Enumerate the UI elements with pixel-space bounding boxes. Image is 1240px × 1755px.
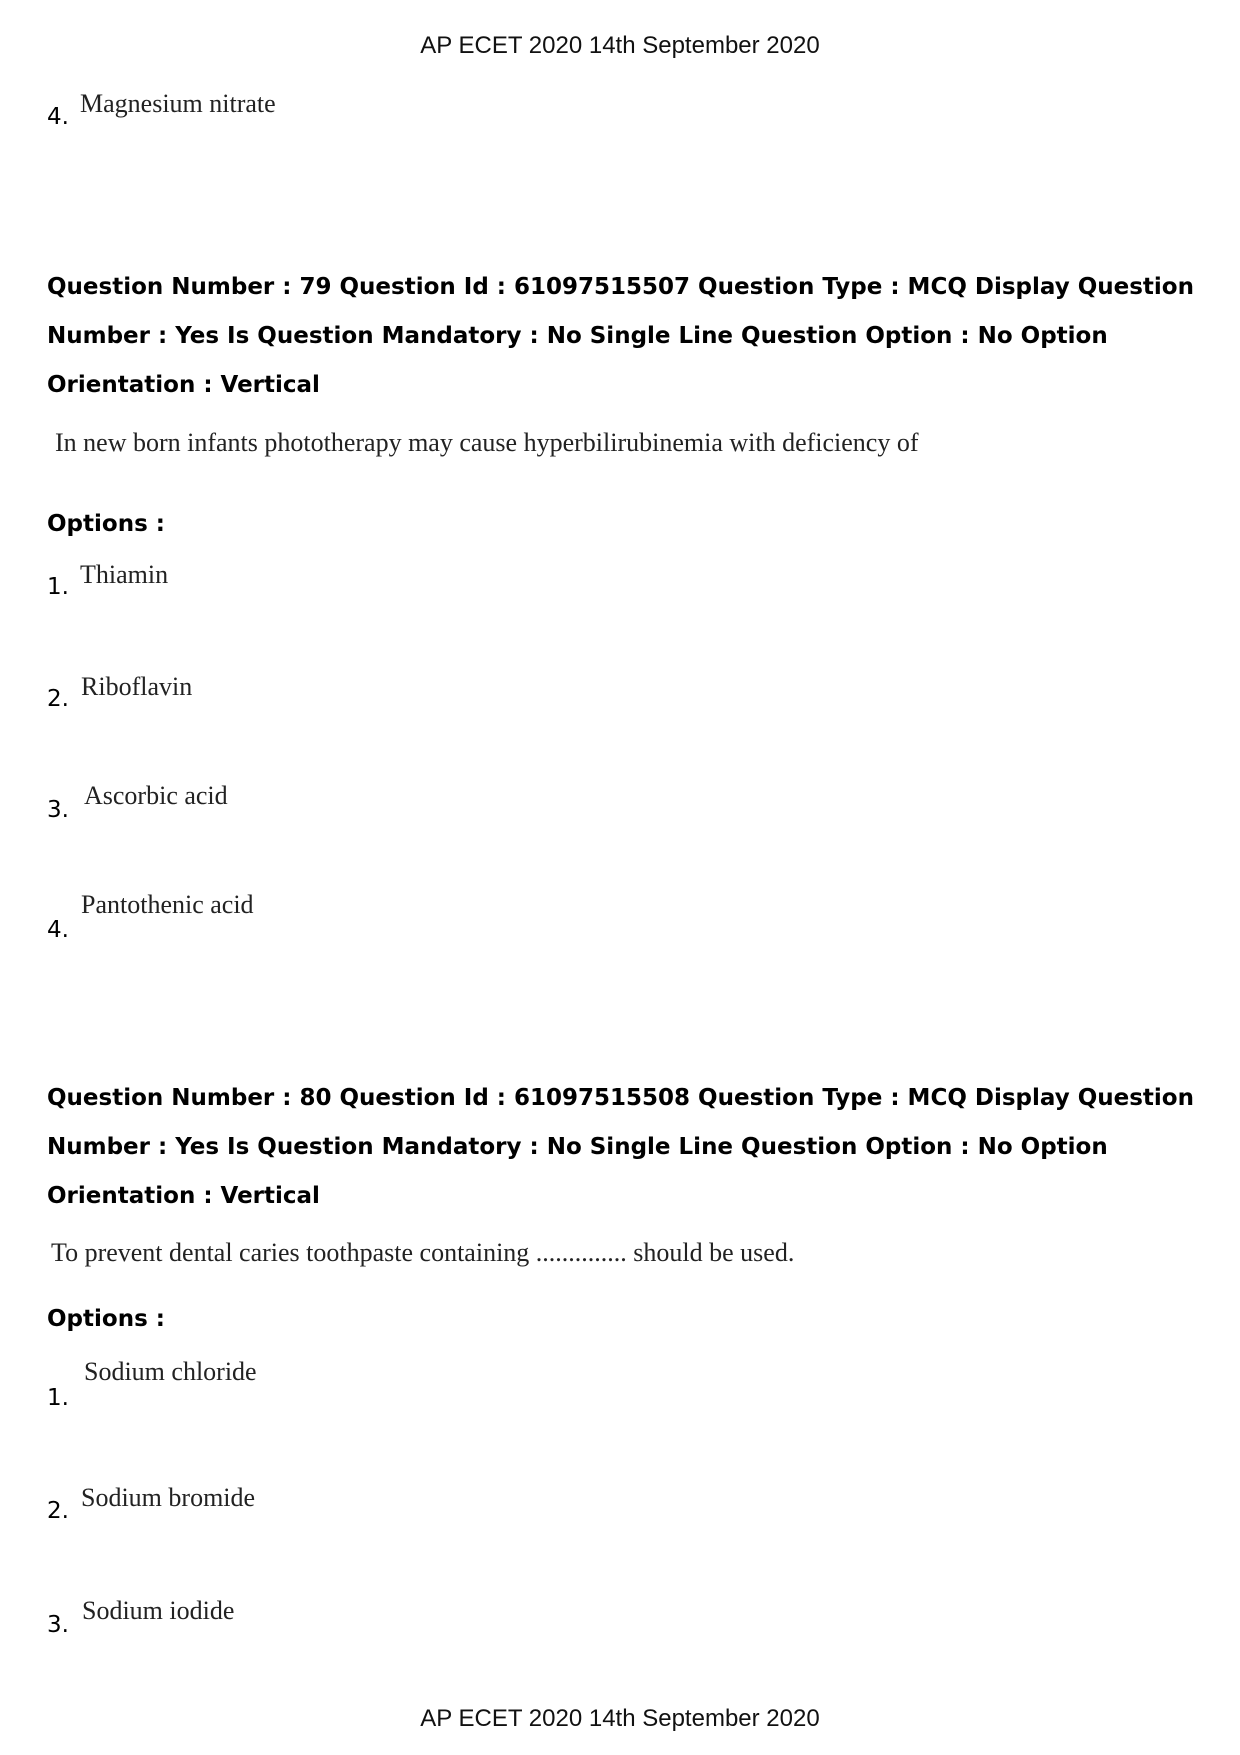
option-number: 4. [47,104,69,130]
options-label: Options : [47,1306,165,1332]
page-footer: AP ECET 2020 14th September 2020 [420,1705,820,1732]
options-label: Options : [47,511,165,537]
page-header: AP ECET 2020 14th September 2020 [420,32,820,59]
option-text: Riboflavin [81,672,193,701]
option-number: 3. [47,797,69,823]
option-text: Ascorbic acid [84,781,228,810]
option-number: 3. [47,1612,69,1638]
option-text: Sodium iodide [82,1596,235,1625]
option-text: Pantothenic acid [81,890,254,919]
question-stem-79: In new born infants phototherapy may cause hyperbilirubinemia with deficiency of [55,428,919,457]
question-stem-80: To prevent dental caries toothpaste containing .............. should be used. [51,1238,795,1267]
option-number: 2. [47,686,69,712]
option-number: 1. [47,574,69,600]
option-number: 1. [47,1385,69,1411]
option-text: Thiamin [80,560,169,589]
option-text: Sodium chloride [84,1357,257,1386]
option-number: 4. [47,917,69,943]
option-text: Magnesium nitrate [80,89,276,118]
option-number: 2. [47,1498,69,1524]
question-meta-80: Question Number : 80 Question Id : 61097515508 Question Type : MCQ Display Question Number : Yes Is Question Mandatory : No Single Line Question Option : No Option Orientation : Vertical [47,1085,1194,1209]
question-meta-79: Question Number : 79 Question Id : 61097515507 Question Type : MCQ Display Question Number : Yes Is Question Mandatory : No Single Line Question Option : No Option Orientation : Vertical [47,274,1194,398]
option-text: Sodium bromide [81,1483,256,1512]
